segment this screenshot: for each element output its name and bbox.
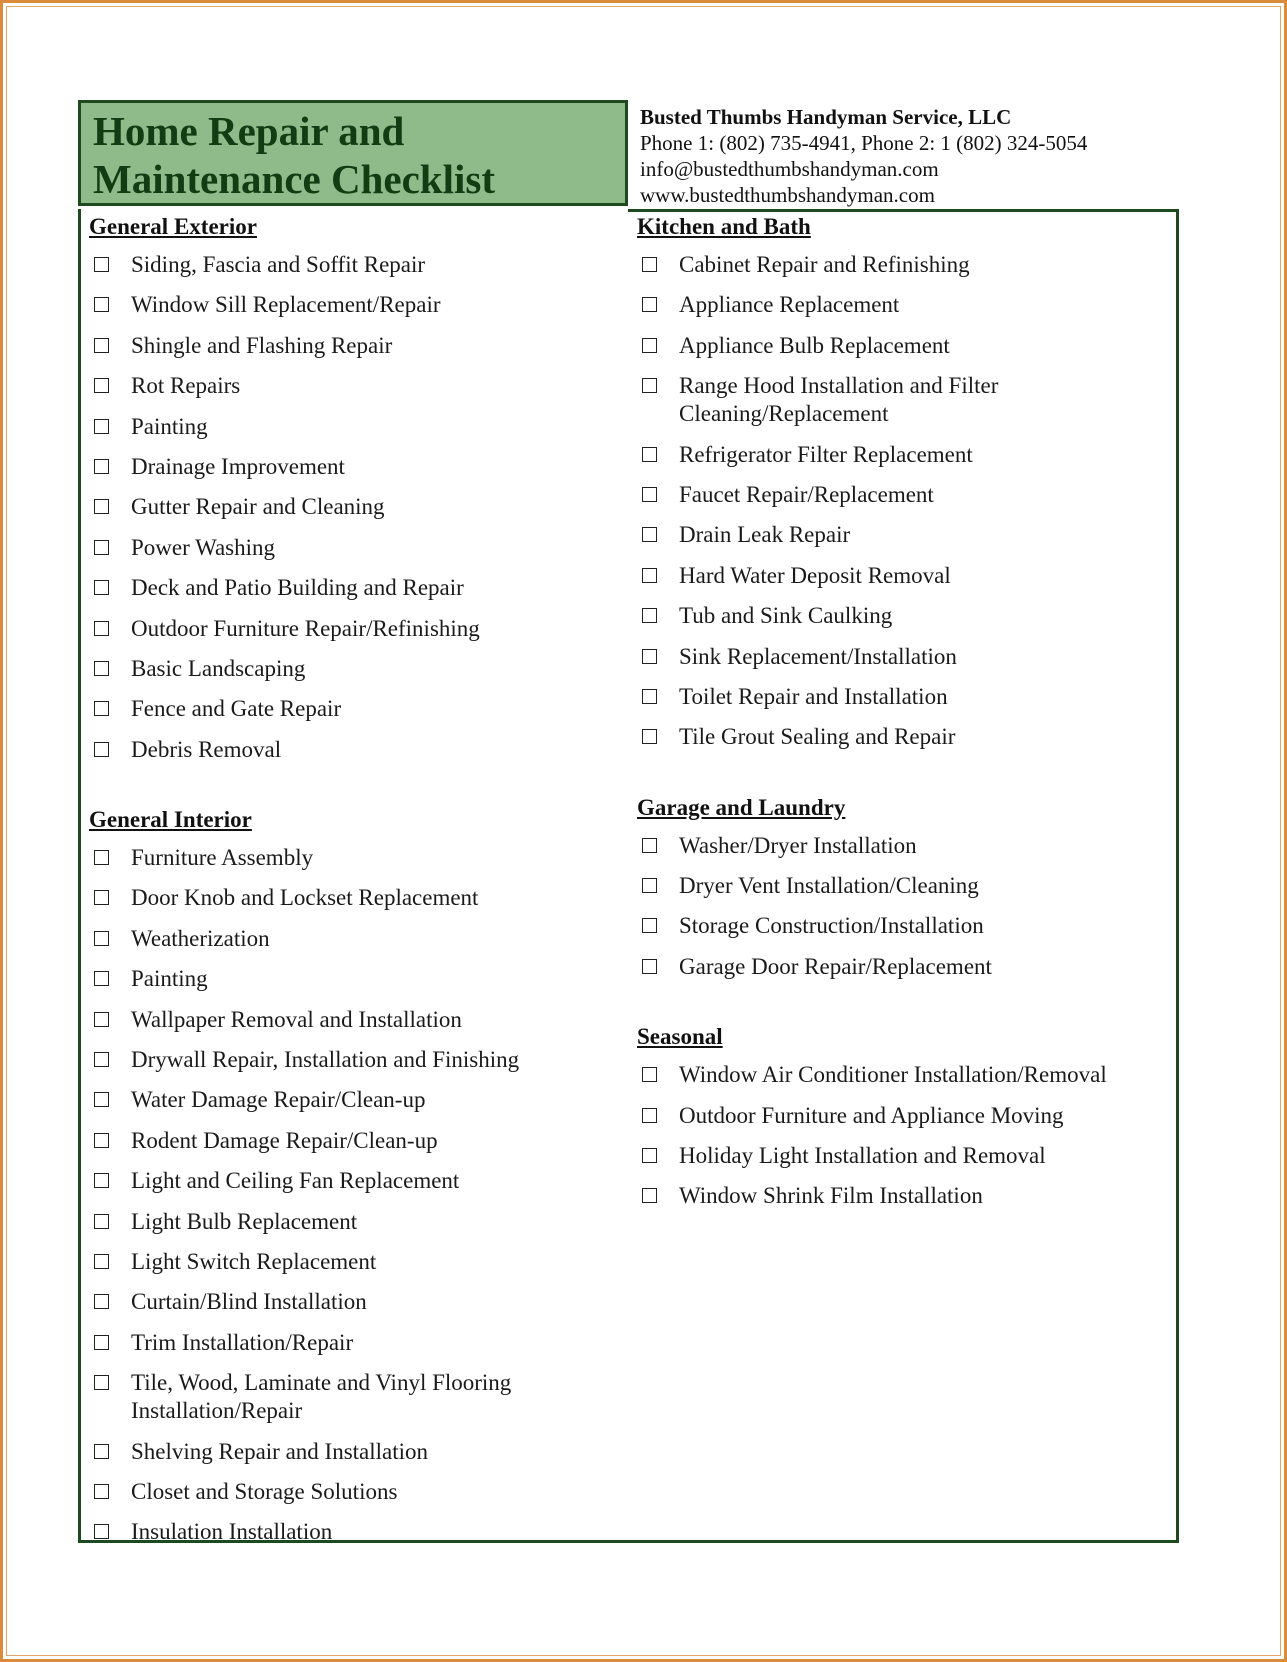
section-spacer <box>637 764 1167 794</box>
checklist <box>637 1061 1167 1210</box>
checkbox[interactable] <box>94 701 109 716</box>
checklist-item-label: Window Air Conditioner Installation/Removal <box>679 1062 1107 1088</box>
checklist-item <box>89 965 619 993</box>
checkbox[interactable] <box>94 540 109 555</box>
checkbox[interactable] <box>642 959 657 974</box>
right-column <box>637 213 1167 1223</box>
checkbox[interactable] <box>94 890 109 905</box>
checklist-item-label: Trim Installation/Repair <box>131 1329 354 1355</box>
checklist-item <box>89 574 619 602</box>
checklist-item <box>637 441 1167 469</box>
checklist-item <box>89 615 619 643</box>
section-title: Seasonal <box>637 1024 723 1050</box>
checklist-item <box>637 723 1167 751</box>
checkbox[interactable] <box>94 1335 109 1350</box>
checkbox[interactable] <box>94 1012 109 1027</box>
checklist-item-label: Shelving Repair and Installation <box>131 1438 429 1464</box>
checklist-item-label: Drywall Repair, Installation and Finishing <box>131 1047 520 1073</box>
checklist-item <box>89 1478 619 1506</box>
checklist-item <box>637 1102 1167 1130</box>
checklist-item <box>637 872 1167 900</box>
checklist-item-label: Drain Leak Repair <box>679 522 851 548</box>
checkbox[interactable] <box>94 850 109 865</box>
checklist-item-label: Light Bulb Replacement <box>131 1208 358 1234</box>
checklist <box>89 251 619 764</box>
checklist-item <box>89 372 619 400</box>
checklist-item-label: Deck and Patio Building and Repair <box>131 575 464 601</box>
section-seasonal <box>637 1023 1167 1210</box>
checklist-item <box>637 291 1167 319</box>
checklist-item-label: Basic Landscaping <box>131 655 306 681</box>
checkbox[interactable] <box>642 918 657 933</box>
checklist-item <box>89 1248 619 1276</box>
checkbox[interactable] <box>94 1524 109 1539</box>
checkbox[interactable] <box>94 257 109 272</box>
checklist-item-label: Appliance Replacement <box>679 292 900 318</box>
checkbox[interactable] <box>642 1108 657 1123</box>
checkbox[interactable] <box>94 378 109 393</box>
checklist-item-label: Window Sill Replacement/Repair <box>131 292 441 318</box>
checkbox[interactable] <box>94 621 109 636</box>
checklist-item-label: Water Damage Repair/Clean-up <box>131 1087 426 1113</box>
checklist-item-label: Insulation Installation <box>131 1519 333 1545</box>
checkbox[interactable] <box>94 1484 109 1499</box>
checklist-item-label: Outdoor Furniture Repair/Refinishing <box>131 615 480 641</box>
checklist-item-label: Wallpaper Removal and Installation <box>131 1006 462 1032</box>
checkbox[interactable] <box>642 729 657 744</box>
section-spacer <box>637 993 1167 1023</box>
checklist-item <box>89 413 619 441</box>
checkbox[interactable] <box>94 338 109 353</box>
checklist-item <box>89 884 619 912</box>
left-column <box>89 213 619 1559</box>
section-garage-laundry <box>637 794 1167 981</box>
section-title: General Exterior <box>89 214 257 239</box>
checkbox[interactable] <box>94 661 109 676</box>
checkbox[interactable] <box>94 742 109 757</box>
checklist-item-label: Debris Removal <box>131 736 282 762</box>
checkbox[interactable] <box>642 338 657 353</box>
checklist-item-label: Tile Grout Sealing and Repair <box>679 724 956 750</box>
checklist-box-top-border <box>628 209 1179 212</box>
checklist-item-label: Tile, Wood, Laminate and Vinyl Flooring Installation/Repair <box>131 1370 512 1424</box>
checkbox[interactable] <box>642 878 657 893</box>
checklist-item-label: Appliance Bulb Replacement <box>679 332 950 358</box>
checkbox[interactable] <box>642 1148 657 1163</box>
checklist-item <box>89 1127 619 1155</box>
checkbox[interactable] <box>94 1254 109 1269</box>
section-title: General Interior <box>89 807 252 833</box>
checkbox[interactable] <box>642 1067 657 1082</box>
checklist-item <box>89 1167 619 1195</box>
checklist-item-label: Toilet Repair and Installation <box>679 683 948 709</box>
checklist-item <box>89 655 619 683</box>
checkbox[interactable] <box>94 297 109 312</box>
checklist-item <box>89 1438 619 1466</box>
section-title: Kitchen and Bath <box>637 214 811 239</box>
checklist-item-label: Light Switch Replacement <box>131 1248 377 1274</box>
title-box <box>78 100 628 206</box>
checkbox[interactable] <box>642 487 657 502</box>
checklist-item <box>89 736 619 764</box>
email-address: info@bustedthumbshandyman.com <box>640 157 939 181</box>
checklist-item-label: Weatherization <box>131 925 270 951</box>
checklist-item <box>637 643 1167 671</box>
checkbox[interactable] <box>94 1133 109 1148</box>
checkbox[interactable] <box>94 580 109 595</box>
checkbox[interactable] <box>94 1294 109 1309</box>
section-kitchen-bath <box>637 213 1167 751</box>
checklist-item <box>89 453 619 481</box>
checklist-item-label: Drainage Improvement <box>131 453 345 479</box>
checklist-item <box>637 562 1167 590</box>
checklist-item-label: Shingle and Flashing Repair <box>131 332 393 358</box>
checkbox[interactable] <box>94 1375 109 1390</box>
checklist <box>637 251 1167 751</box>
section-title: Garage and Laundry <box>637 794 846 820</box>
checklist-item-label: Holiday Light Installation and Removal <box>679 1143 1046 1169</box>
checklist-item <box>637 521 1167 549</box>
checklist-item-label: Rot Repairs <box>131 373 241 399</box>
checklist-item-label: Curtain/Blind Installation <box>131 1289 367 1315</box>
checkbox[interactable] <box>642 257 657 272</box>
checkbox[interactable] <box>94 1052 109 1067</box>
checkbox[interactable] <box>94 499 109 514</box>
phone-numbers: Phone 1: (802) 735-4941, Phone 2: 1 (802) 324-5054 <box>640 131 1088 155</box>
checklist-item <box>637 912 1167 940</box>
checkbox[interactable] <box>642 297 657 312</box>
checklist-item-label: Door Knob and Lockset Replacement <box>131 885 479 911</box>
checklist-item <box>637 1061 1167 1089</box>
checkbox[interactable] <box>642 447 657 462</box>
checklist-item-label: Power Washing <box>131 534 276 560</box>
checkbox[interactable] <box>642 838 657 853</box>
checklist-item <box>89 1288 619 1316</box>
checklist-item <box>89 1329 619 1357</box>
checklist-item <box>637 832 1167 860</box>
checkbox[interactable] <box>94 1214 109 1229</box>
checklist-item <box>637 372 1167 428</box>
checklist-item-label: Painting <box>131 966 208 992</box>
checklist-item <box>89 1369 619 1425</box>
checklist-item <box>89 534 619 562</box>
checklist-item-label: Faucet Repair/Replacement <box>679 481 934 507</box>
checklist-item-label: Furniture Assembly <box>131 845 314 871</box>
checkbox[interactable] <box>642 689 657 704</box>
checklist-item-label: Dryer Vent Installation/Cleaning <box>679 873 979 899</box>
checklist-item <box>637 481 1167 509</box>
checklist-item <box>637 953 1167 981</box>
checkbox[interactable] <box>94 1444 109 1459</box>
title-line-1: Home Repair and <box>93 108 405 154</box>
website-url: www.bustedthumbshandyman.com <box>640 183 935 207</box>
checklist-item-label: Range Hood Installation and Filter Cleaning/Replacement <box>679 373 999 427</box>
checklist-item-label: Storage Construction/Installation <box>679 913 984 939</box>
checkbox[interactable] <box>642 378 657 393</box>
checkbox[interactable] <box>94 459 109 474</box>
checklist-item <box>89 844 619 872</box>
checklist-item <box>89 1518 619 1546</box>
page-title <box>93 107 495 203</box>
section-general-exterior <box>89 213 619 764</box>
checklist-item <box>637 1142 1167 1170</box>
checklist-item-label: Cabinet Repair and Refinishing <box>679 252 970 277</box>
checklist-item-label: Hard Water Deposit Removal <box>679 562 951 588</box>
checklist <box>89 844 619 1546</box>
checklist-item <box>637 683 1167 711</box>
checklist-item <box>89 493 619 521</box>
checklist-item <box>637 602 1167 630</box>
checklist-item-label: Garage Door Repair/Replacement <box>679 953 992 979</box>
checkbox[interactable] <box>642 649 657 664</box>
checklist-item-label: Fence and Gate Repair <box>131 696 342 722</box>
checklist-item-label: Tub and Sink Caulking <box>679 603 893 629</box>
checklist-item-label: Refrigerator Filter Replacement <box>679 441 973 467</box>
checklist-item <box>637 1182 1167 1210</box>
checklist-item-label: Siding, Fascia and Soffit Repair <box>131 252 426 277</box>
section-spacer <box>89 776 619 806</box>
checkbox[interactable] <box>94 1173 109 1188</box>
checklist-item-label: Closet and Storage Solutions <box>131 1478 398 1504</box>
title-line-2: Maintenance Checklist <box>93 156 495 202</box>
checklist-item-label: Painting <box>131 413 208 439</box>
checklist-item-label: Gutter Repair and Cleaning <box>131 494 385 520</box>
checklist-item <box>89 695 619 723</box>
checklist-item-label: Washer/Dryer Installation <box>679 832 917 858</box>
checklist-item <box>89 1208 619 1236</box>
contact-block <box>640 104 1200 208</box>
checkbox[interactable] <box>642 568 657 583</box>
checklist-item-label: Sink Replacement/Installation <box>679 643 957 669</box>
checkbox[interactable] <box>94 419 109 434</box>
checklist-item <box>89 251 619 279</box>
checklist-item <box>89 1086 619 1114</box>
checklist-item-label: Outdoor Furniture and Appliance Moving <box>679 1102 1064 1128</box>
checkbox[interactable] <box>94 971 109 986</box>
checklist-item <box>637 251 1167 279</box>
checklist <box>637 832 1167 981</box>
checklist-item <box>89 925 619 953</box>
checkbox[interactable] <box>642 608 657 623</box>
checklist-item <box>89 1046 619 1074</box>
checkbox[interactable] <box>642 1188 657 1203</box>
checklist-item-label: Rodent Damage Repair/Clean-up <box>131 1127 438 1153</box>
checklist-item-label: Window Shrink Film Installation <box>679 1183 983 1209</box>
checklist-item <box>89 291 619 319</box>
checklist-item <box>89 332 619 360</box>
section-general-interior <box>89 806 619 1546</box>
checklist-item-label: Light and Ceiling Fan Replacement <box>131 1168 460 1194</box>
company-name: Busted Thumbs Handyman Service, LLC <box>640 105 1012 129</box>
checkbox[interactable] <box>642 527 657 542</box>
checkbox[interactable] <box>94 1092 109 1107</box>
checkbox[interactable] <box>94 931 109 946</box>
checklist-item <box>89 1006 619 1034</box>
checklist-item <box>637 332 1167 360</box>
